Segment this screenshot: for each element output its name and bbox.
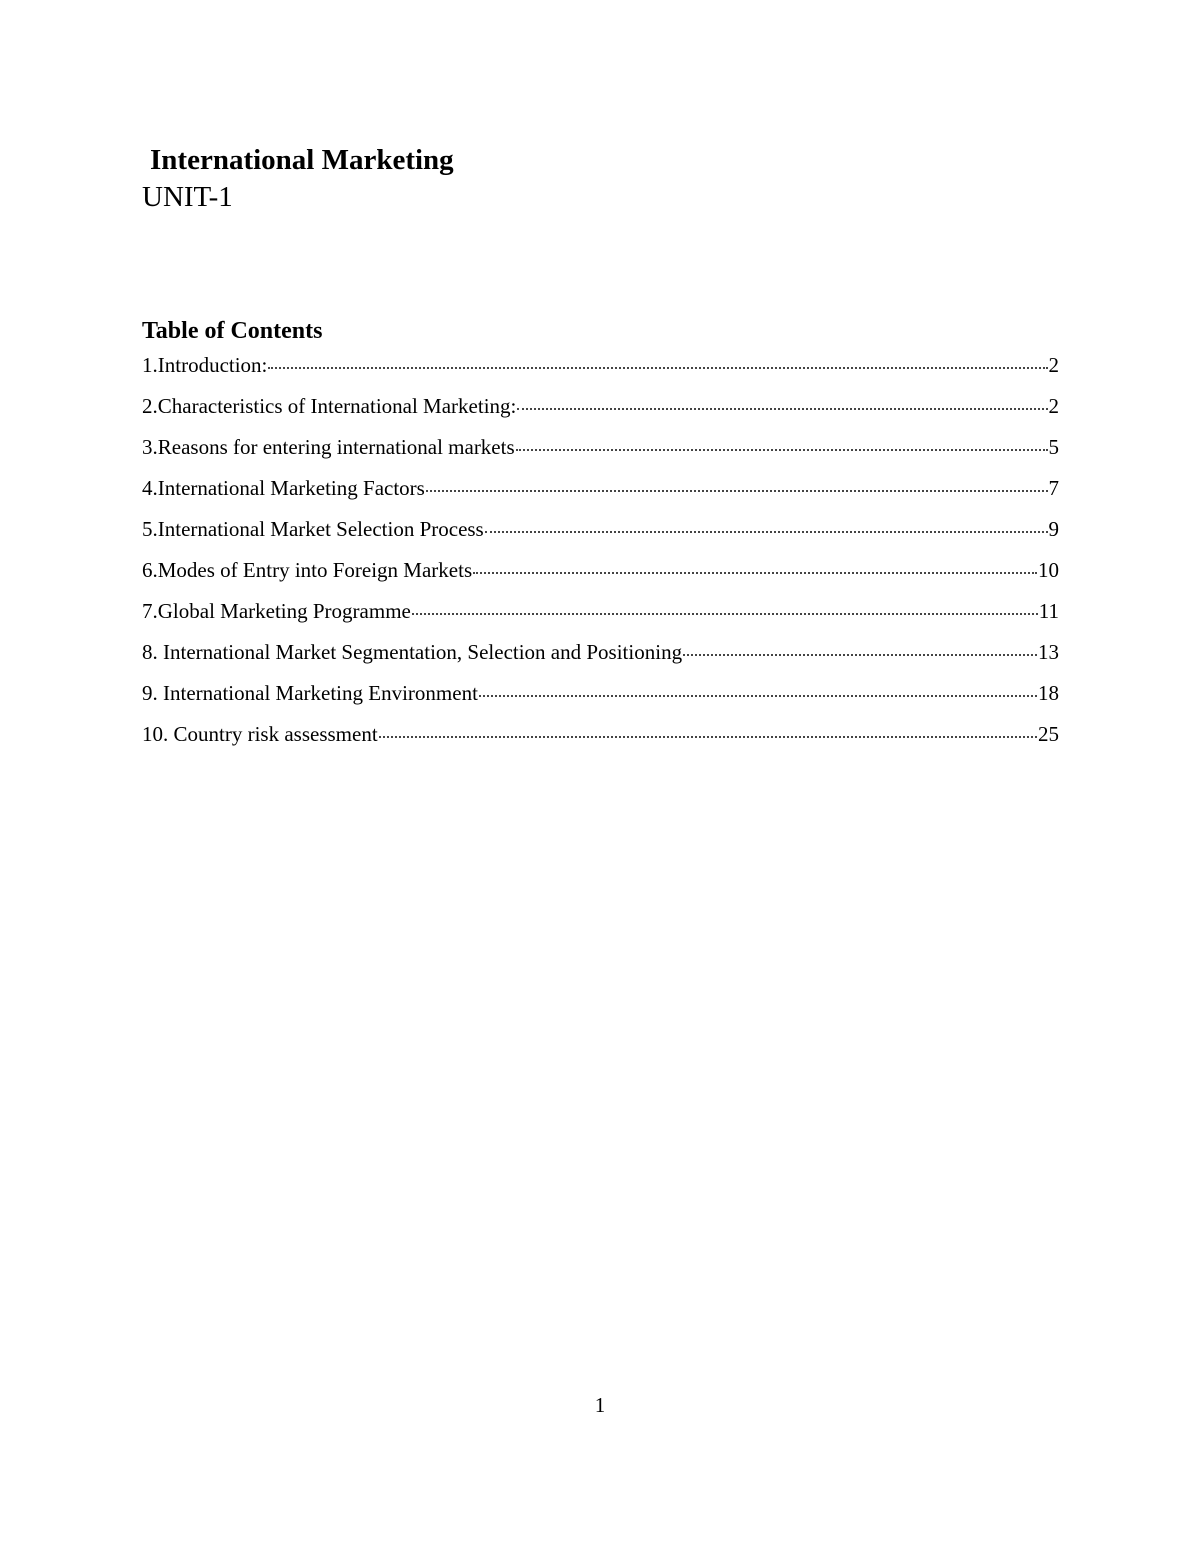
toc-entry-environment[interactable] <box>142 678 1059 719</box>
toc-dot-leader <box>485 514 1048 536</box>
toc-entry-page: 2 <box>1048 394 1059 418</box>
toc-entry-title: 5.International Market Selection Process <box>142 517 484 541</box>
toc-entry-title: 2.Characteristics of International Marketing: <box>142 394 517 418</box>
toc-entry-page: 9 <box>1048 517 1059 541</box>
toc-entry-characteristics[interactable] <box>142 391 1059 432</box>
document-title: International Marketing <box>150 144 454 176</box>
toc-entry-title: 10. Country risk assessment <box>142 722 378 746</box>
toc-entry-title: 3.Reasons for entering international markets <box>142 435 515 459</box>
unit-label: UNIT-1 <box>142 181 233 213</box>
toc-entry-factors[interactable] <box>142 473 1059 514</box>
toc-dot-leader <box>379 719 1037 741</box>
toc-entry-title: 1.Introduction: <box>142 353 268 377</box>
toc-entry-global-programme[interactable] <box>142 596 1059 637</box>
toc-entry-page: 2 <box>1048 353 1059 377</box>
toc-entry-selection-process[interactable] <box>142 514 1059 555</box>
toc-dot-leader <box>426 473 1048 495</box>
toc-entry-segmentation[interactable] <box>142 637 1059 678</box>
toc-entry-page: 10 <box>1038 558 1059 582</box>
page-number: 1 <box>594 1393 606 1417</box>
toc-entry-title: 8. International Market Segmentation, Selection and Positioning <box>142 640 683 664</box>
toc-dot-leader <box>473 555 1037 577</box>
toc-entry-modes-of-entry[interactable] <box>142 555 1059 596</box>
toc-entry-reasons[interactable] <box>142 432 1059 473</box>
toc-entry-page: 7 <box>1048 476 1059 500</box>
toc-dot-leader <box>516 432 1048 454</box>
toc-dot-leader <box>412 596 1038 618</box>
toc-entry-introduction[interactable] <box>142 350 1059 391</box>
toc-entry-page: 13 <box>1038 640 1059 664</box>
toc-entry-page: 25 <box>1038 722 1059 746</box>
toc-heading: Table of Contents <box>142 318 323 344</box>
toc-entry-country-risk[interactable] <box>142 719 1059 760</box>
toc-entry-title: 7.Global Marketing Programme <box>142 599 411 623</box>
toc-dot-leader <box>479 678 1037 700</box>
toc-entry-page: 18 <box>1038 681 1059 705</box>
toc-entry-title: 6.Modes of Entry into Foreign Markets <box>142 558 473 582</box>
toc-dot-leader <box>268 350 1047 372</box>
toc-entry-title: 4.International Marketing Factors <box>142 476 425 500</box>
table-of-contents <box>142 350 1059 760</box>
toc-entry-page: 5 <box>1048 435 1059 459</box>
toc-dot-leader <box>683 637 1037 659</box>
toc-entry-page: 11 <box>1038 599 1059 623</box>
toc-entry-title: 9. International Marketing Environment <box>142 681 478 705</box>
toc-dot-leader <box>517 391 1047 413</box>
